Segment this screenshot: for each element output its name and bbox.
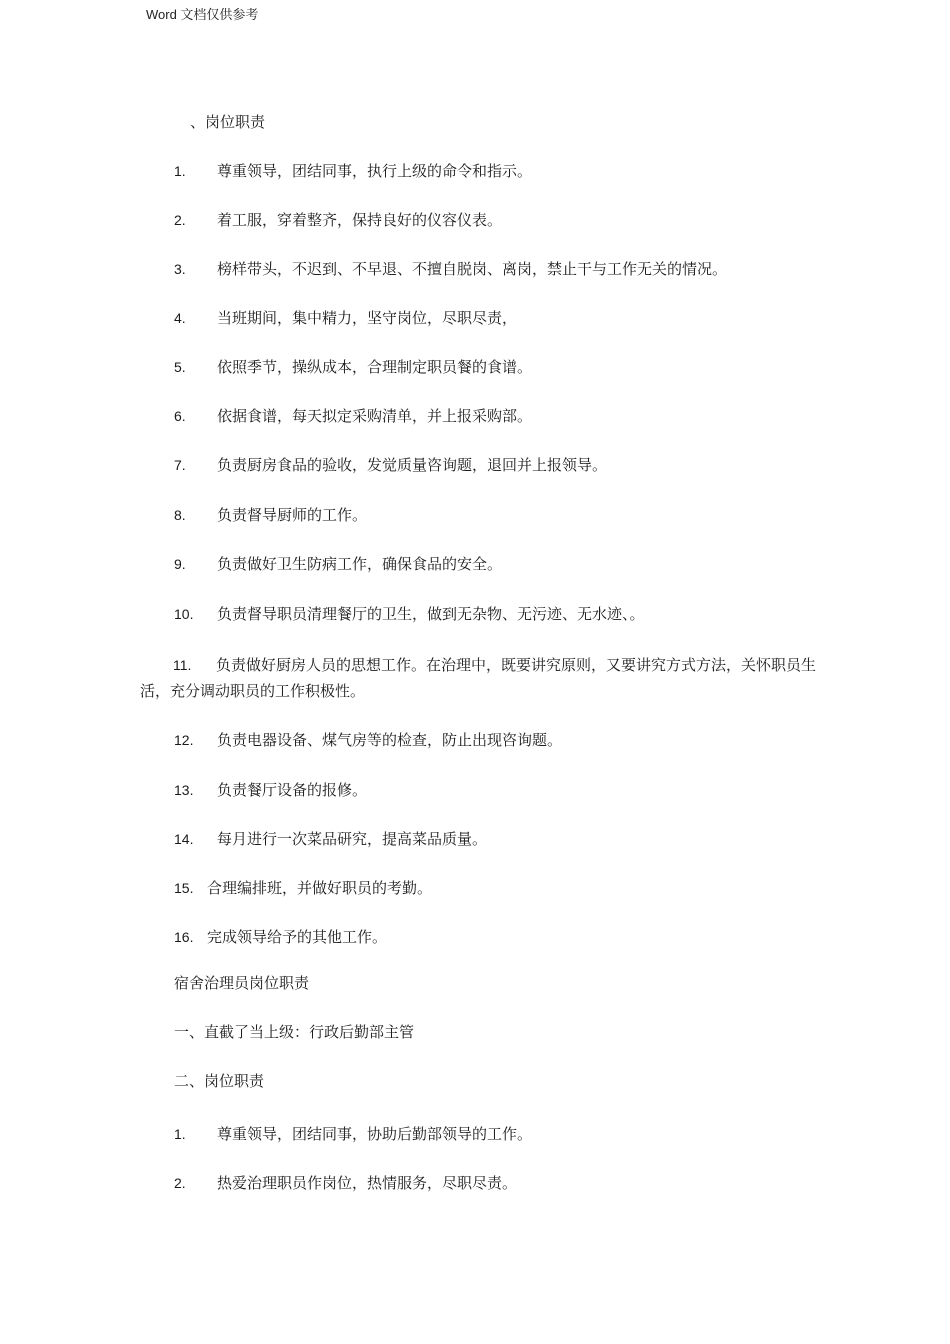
item-text: 依照季节，操纵成本，合理制定职员餐的食谱。 [217,358,533,376]
item-number: 3. [174,261,186,277]
item-number: 16. [174,929,194,945]
item-number: 4. [174,310,186,326]
list-item [174,604,645,624]
item-number: 2. [174,1175,186,1191]
list-item [174,1173,517,1193]
item-text: 依据食谱，每天拟定采购清单，并上报采购部。 [217,407,533,425]
list-item [174,161,532,181]
list-item [174,455,607,475]
item-text: 负责督导厨师的工作。 [217,506,368,524]
item-text: 负责餐厅设备的报修。 [217,781,368,799]
item-number: 1. [174,163,186,179]
item-text: 合理编排班，并做好职员的考勤。 [207,879,433,897]
list-item [174,259,727,279]
section-title: 宿舍治理员岗位职责 [174,974,310,992]
list-item [174,927,387,947]
item-number: 8. [174,507,186,523]
item-text: 负责做好厨房人员的思想工作。在治理中，既要讲究原则，又要讲究方式方法，关怀职员生活，充分调动职员的工作积极性。 [140,656,817,700]
item-text: 热爱治理职员作岗位，热情服务，尽职尽责。 [217,1174,518,1192]
item-text: 完成领导给予的其他工作。 [207,928,388,946]
list-item [174,1124,532,1144]
item-number: 6. [174,408,186,424]
header-note: Word 文档仅供参考 [146,7,259,22]
list-item [140,652,820,704]
item-number: 7. [174,457,186,473]
item-number: 1. [174,1126,186,1142]
item-number: 9. [174,556,186,572]
item-number: 2. [174,212,186,228]
section-heading: 二、岗位职责 [174,1072,265,1090]
section-heading: 、岗位职责 [190,113,266,131]
item-number: 15. [174,880,194,896]
list-item [174,554,502,574]
item-text: 尊重领导，团结同事，执行上级的命令和指示。 [217,162,533,180]
list-item [174,308,517,328]
item-number: 12. [174,732,194,748]
list-item [174,357,532,377]
list-item [174,829,487,849]
item-text: 负责电器设备、煤气房等的检查，防止出现咨询题。 [217,731,563,749]
list-item [174,505,367,525]
item-text: 榜样带头，不迟到、不早退、不擅自脱岗、离岗，禁止干与工作无关的情况。 [217,260,728,278]
list-item [174,406,532,426]
item-text: 负责督导职员清理餐厅的卫生，做到无杂物、无污迹、无水迹、。 [217,605,645,623]
item-text: 着工服，穿着整齐，保持良好的仪容仪表。 [217,211,503,229]
list-item [174,730,562,750]
item-number: 5. [174,359,186,375]
item-text: 尊重领导，团结同事，协助后勤部领导的工作。 [217,1125,533,1143]
item-text: 负责做好卫生防病工作，确保食品的安全。 [217,555,503,573]
list-item [174,210,502,230]
item-text: 负责厨房食品的验收，发觉质量咨询题，退回并上报领导。 [217,456,608,474]
list-item [174,878,432,898]
item-text: 当班期间，集中精力，坚守岗位，尽职尽责， [217,309,518,327]
list-item [174,780,367,800]
superior-line: 一、直截了当上级：行政后勤部主管 [174,1023,415,1041]
item-number: 13. [174,782,194,798]
item-text: 每月进行一次菜品研究，提高菜品质量。 [217,830,488,848]
item-number: 10. [174,606,194,622]
item-number: 11. [173,657,192,673]
item-number: 14. [174,831,194,847]
